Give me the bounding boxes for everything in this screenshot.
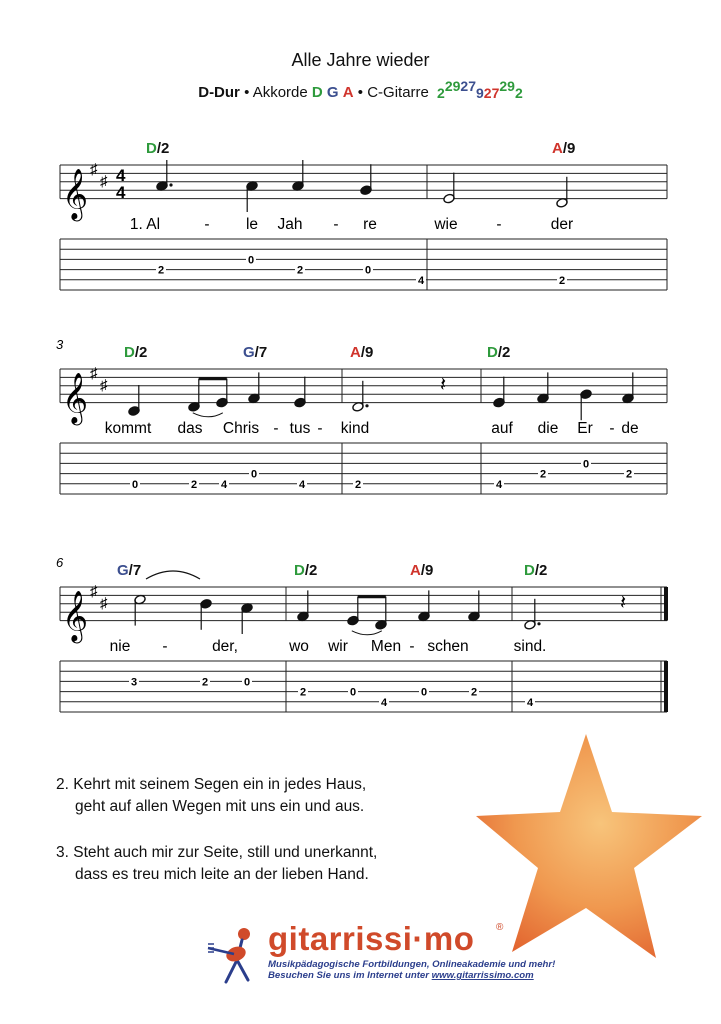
tab-fret-number: 2	[539, 468, 547, 481]
tie	[146, 571, 200, 579]
logo-tagline	[268, 959, 555, 981]
tuning-code-part: 2	[514, 85, 523, 101]
tab-fret-number: 2	[157, 264, 165, 277]
lyric-syllable: kind	[340, 420, 370, 437]
chord-symbol: G/7	[243, 344, 268, 361]
tab-fret-number: 2	[558, 274, 566, 287]
chord-symbol: G/7	[117, 562, 142, 579]
chords-label: Akkorde	[252, 84, 308, 101]
lyric-syllable: -	[317, 420, 323, 437]
time-signature-top: 4	[116, 166, 126, 185]
tuning-code-part: 27	[483, 85, 500, 101]
tuning-code-part: 29	[444, 78, 461, 94]
tab-fret-number: 2	[354, 478, 362, 491]
sharp-icon: ♯	[100, 377, 108, 394]
chord-symbol: D/2	[146, 140, 170, 157]
verse-line: 2. Kehrt mit seinem Segen ein in jedes Haus,	[56, 776, 367, 793]
tab-fret-number: 4	[526, 696, 534, 709]
lyric-syllable: de	[621, 420, 639, 437]
slur	[193, 413, 223, 417]
website-link[interactable]: www.gitarrissimo.com	[431, 970, 534, 981]
chord-d-label: D	[311, 84, 323, 101]
tab-fret-number: 2	[299, 686, 307, 699]
lyric-syllable: schen	[427, 638, 469, 655]
bullet: •	[244, 84, 250, 101]
lyric-syllable: Men	[370, 638, 402, 655]
lyric-syllable: der,	[212, 638, 238, 655]
treble-clef-icon: 𝄞	[62, 591, 89, 641]
lyric-syllable: re	[363, 216, 377, 233]
verse-3	[56, 842, 377, 886]
lyric-syllable: tus	[289, 420, 311, 437]
chord-a-label: A	[342, 84, 354, 101]
lyric-syllable: -	[333, 216, 339, 233]
tagline-line: Musikpädagogische Fortbildungen, Onlineakademie und mehr!	[268, 959, 556, 970]
sharp-icon: ♯	[90, 583, 98, 600]
final-barline	[664, 587, 668, 621]
lyric-syllable: die	[537, 420, 559, 437]
verse-2	[56, 774, 366, 818]
tab-fret-number: 4	[298, 478, 306, 491]
chord-symbol: D/2	[124, 344, 148, 361]
verse-line: dass es treu mich leite an der lieben Hand.	[75, 866, 369, 883]
tuning-code-part: 2	[437, 85, 445, 101]
tab-fret-number: 0	[364, 264, 372, 277]
sharp-icon: ♯	[100, 173, 108, 190]
lyric-syllable: wir	[328, 638, 348, 655]
dot	[537, 622, 540, 625]
tab-fret-number: 0	[349, 686, 357, 699]
lyric-syllable: 1. Al	[129, 216, 161, 233]
chord-symbol: D/2	[524, 562, 548, 579]
verse-line: geht auf allen Wegen mit uns ein und aus.	[75, 798, 365, 815]
tab-fret-number: 0	[131, 478, 139, 491]
chord-symbol: A/9	[350, 344, 374, 361]
quarter-rest-icon: 𝄽	[440, 374, 447, 396]
tab-fret-number: 2	[625, 468, 633, 481]
lyric-syllable: auf	[491, 420, 513, 437]
lyric-syllable: sind.	[513, 638, 547, 655]
key-label: D-Dur	[198, 84, 240, 101]
chord-symbol: A/9	[410, 562, 434, 579]
tab-fret-number: 0	[250, 468, 258, 481]
dot	[169, 183, 172, 186]
tab-fret-number: 0	[243, 676, 251, 689]
time-signature-bottom: 4	[116, 183, 126, 202]
tab-fret-number: 2	[470, 686, 478, 699]
lyric-syllable: Chris	[222, 420, 260, 437]
lyric-syllable: der	[550, 216, 574, 233]
tab-final-barline	[664, 661, 668, 712]
gitarrissimo-logo	[204, 920, 556, 994]
lyric-syllable: -	[609, 420, 615, 437]
lyric-syllable: wo	[289, 638, 309, 655]
lyric-syllable: kommt	[104, 420, 152, 437]
lyric-syllable: -	[409, 638, 415, 655]
tuning-label: C-Gitarre	[367, 84, 429, 101]
treble-clef-icon: 𝄞	[62, 169, 89, 219]
lyric-syllable: -	[273, 420, 279, 437]
chord-symbol: A/9	[552, 140, 576, 157]
tab-fret-number: 0	[420, 686, 428, 699]
measure-number: 6	[56, 555, 64, 570]
lyric-syllable: nie	[109, 638, 131, 655]
verse-line: 3. Steht auch mir zur Seite, still und unerkannt,	[56, 844, 378, 861]
tab-fret-number: 4	[380, 696, 388, 709]
lyric-syllable: -	[496, 216, 502, 233]
tab-fret-number: 2	[190, 478, 198, 491]
treble-clef-icon: 𝄞	[62, 373, 89, 423]
guitarist-figure-icon	[204, 926, 266, 988]
lyric-syllable: -	[162, 638, 168, 655]
chord-symbol: D/2	[294, 562, 318, 579]
tab-fret-number: 4	[417, 274, 425, 287]
tab-fret-number: 0	[247, 254, 255, 267]
lyric-syllable: Er	[577, 420, 593, 437]
lyric-syllable: Jah	[277, 216, 303, 233]
tab-fret-number: 2	[296, 264, 304, 277]
slur	[352, 631, 382, 635]
tab-fret-number: 2	[201, 676, 209, 689]
tab-fret-number: 3	[130, 676, 138, 689]
dot	[365, 404, 368, 407]
measure-number: 3	[56, 337, 64, 352]
registered-mark: ®	[496, 922, 504, 933]
chord-g-label: G	[326, 84, 339, 101]
sharp-icon: ♯	[90, 365, 98, 382]
sharp-icon: ♯	[90, 161, 98, 178]
song-title: Alle Jahre wieder	[291, 50, 430, 70]
lyric-syllable: -	[204, 216, 210, 233]
sharp-icon: ♯	[100, 595, 108, 612]
tagline-line: Besuchen Sie uns im Internet unter www.gitarrissimo.com	[268, 970, 534, 981]
tuning-code-part: 9	[476, 85, 484, 101]
bullet: •	[357, 84, 364, 101]
logo-wordmark: gitarrissi·mo	[268, 920, 475, 957]
tab-fret-number: 4	[495, 478, 503, 491]
lyric-syllable: wie	[434, 216, 458, 233]
quarter-rest-icon: 𝄽	[620, 592, 627, 614]
tuning-code-part: 29	[499, 78, 515, 94]
chord-symbol: D/2	[487, 344, 511, 361]
lyric-syllable: das	[177, 420, 203, 437]
tab-fret-number: 0	[582, 458, 590, 471]
lyric-syllable: le	[245, 216, 259, 233]
tuning-code-part: 27	[460, 78, 476, 94]
tab-fret-number: 4	[220, 478, 228, 491]
